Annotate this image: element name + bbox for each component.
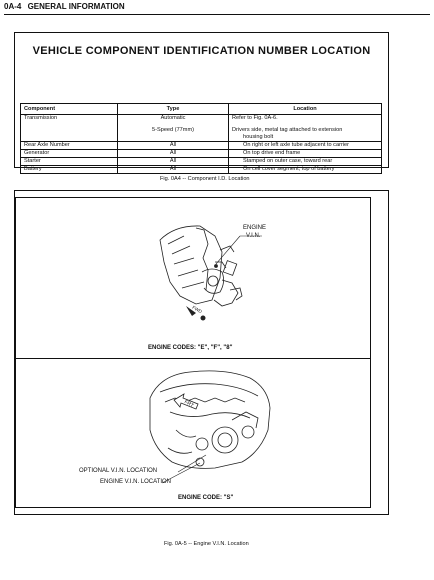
cell-component: Starter (21, 158, 118, 166)
cell-location: On right or left axle tube adjacent to carrier (229, 142, 382, 150)
table-title: VEHICLE COMPONENT IDENTIFICATION NUMBER LOCATION (32, 45, 371, 57)
cell-type: All (118, 142, 229, 150)
page-number: 0A-4 (4, 2, 22, 11)
column-header-type: Type (118, 104, 229, 115)
cell-type: All (118, 166, 229, 174)
cell-location: housing bolt (229, 134, 382, 142)
label-optional-vin-location: OPTIONAL V.I.N. LOCATION (79, 468, 158, 474)
engine-top-drawing (160, 226, 242, 306)
cell-type: All (118, 150, 229, 158)
label-vin: V.I.N. (246, 233, 261, 239)
cell-component: Battery (21, 166, 118, 174)
figure-caption-component: Fig. 0A4 -- Component I.D. Location (160, 176, 250, 182)
cell-location: Stamped on outer case, toward rear (229, 158, 382, 166)
cell-location: Drivers side, metal tag attached to extension (229, 122, 382, 134)
label-engine: ENGINE (243, 225, 267, 231)
engine-bottom-drawing (150, 371, 270, 469)
cell-type: 5-Speed (77mm) (118, 122, 229, 134)
section-title: GENERAL INFORMATION (27, 2, 125, 11)
cell-component: Transmission (21, 115, 118, 123)
cell-location: On top drive end frame (229, 150, 382, 158)
cell-type: Automatic (118, 115, 229, 123)
label-fwd: FWD (191, 304, 203, 315)
cell-component: Rear Axle Number (21, 142, 118, 150)
cell-location: On cell cover segment, top of battery (229, 166, 382, 174)
engine-code-label: ENGINE CODE: "S" (178, 495, 234, 501)
figure-caption-engine-vin: Fig. 0A-5 -- Engine V.I.N. Location (164, 541, 249, 547)
cell-type: All (118, 158, 229, 166)
cell-component: Generator (21, 150, 118, 158)
cell-location: Refer to Fig. 0A-6. (229, 115, 382, 123)
column-header-location: Location (229, 104, 382, 115)
column-header-component: Component (21, 104, 118, 115)
label-frt: FRT (183, 398, 195, 410)
engine-codes-label: ENGINE CODES: "E", "F", "8" (148, 345, 233, 351)
label-engine-vin-location: ENGINE V.I.N. LOCATION (100, 479, 172, 485)
